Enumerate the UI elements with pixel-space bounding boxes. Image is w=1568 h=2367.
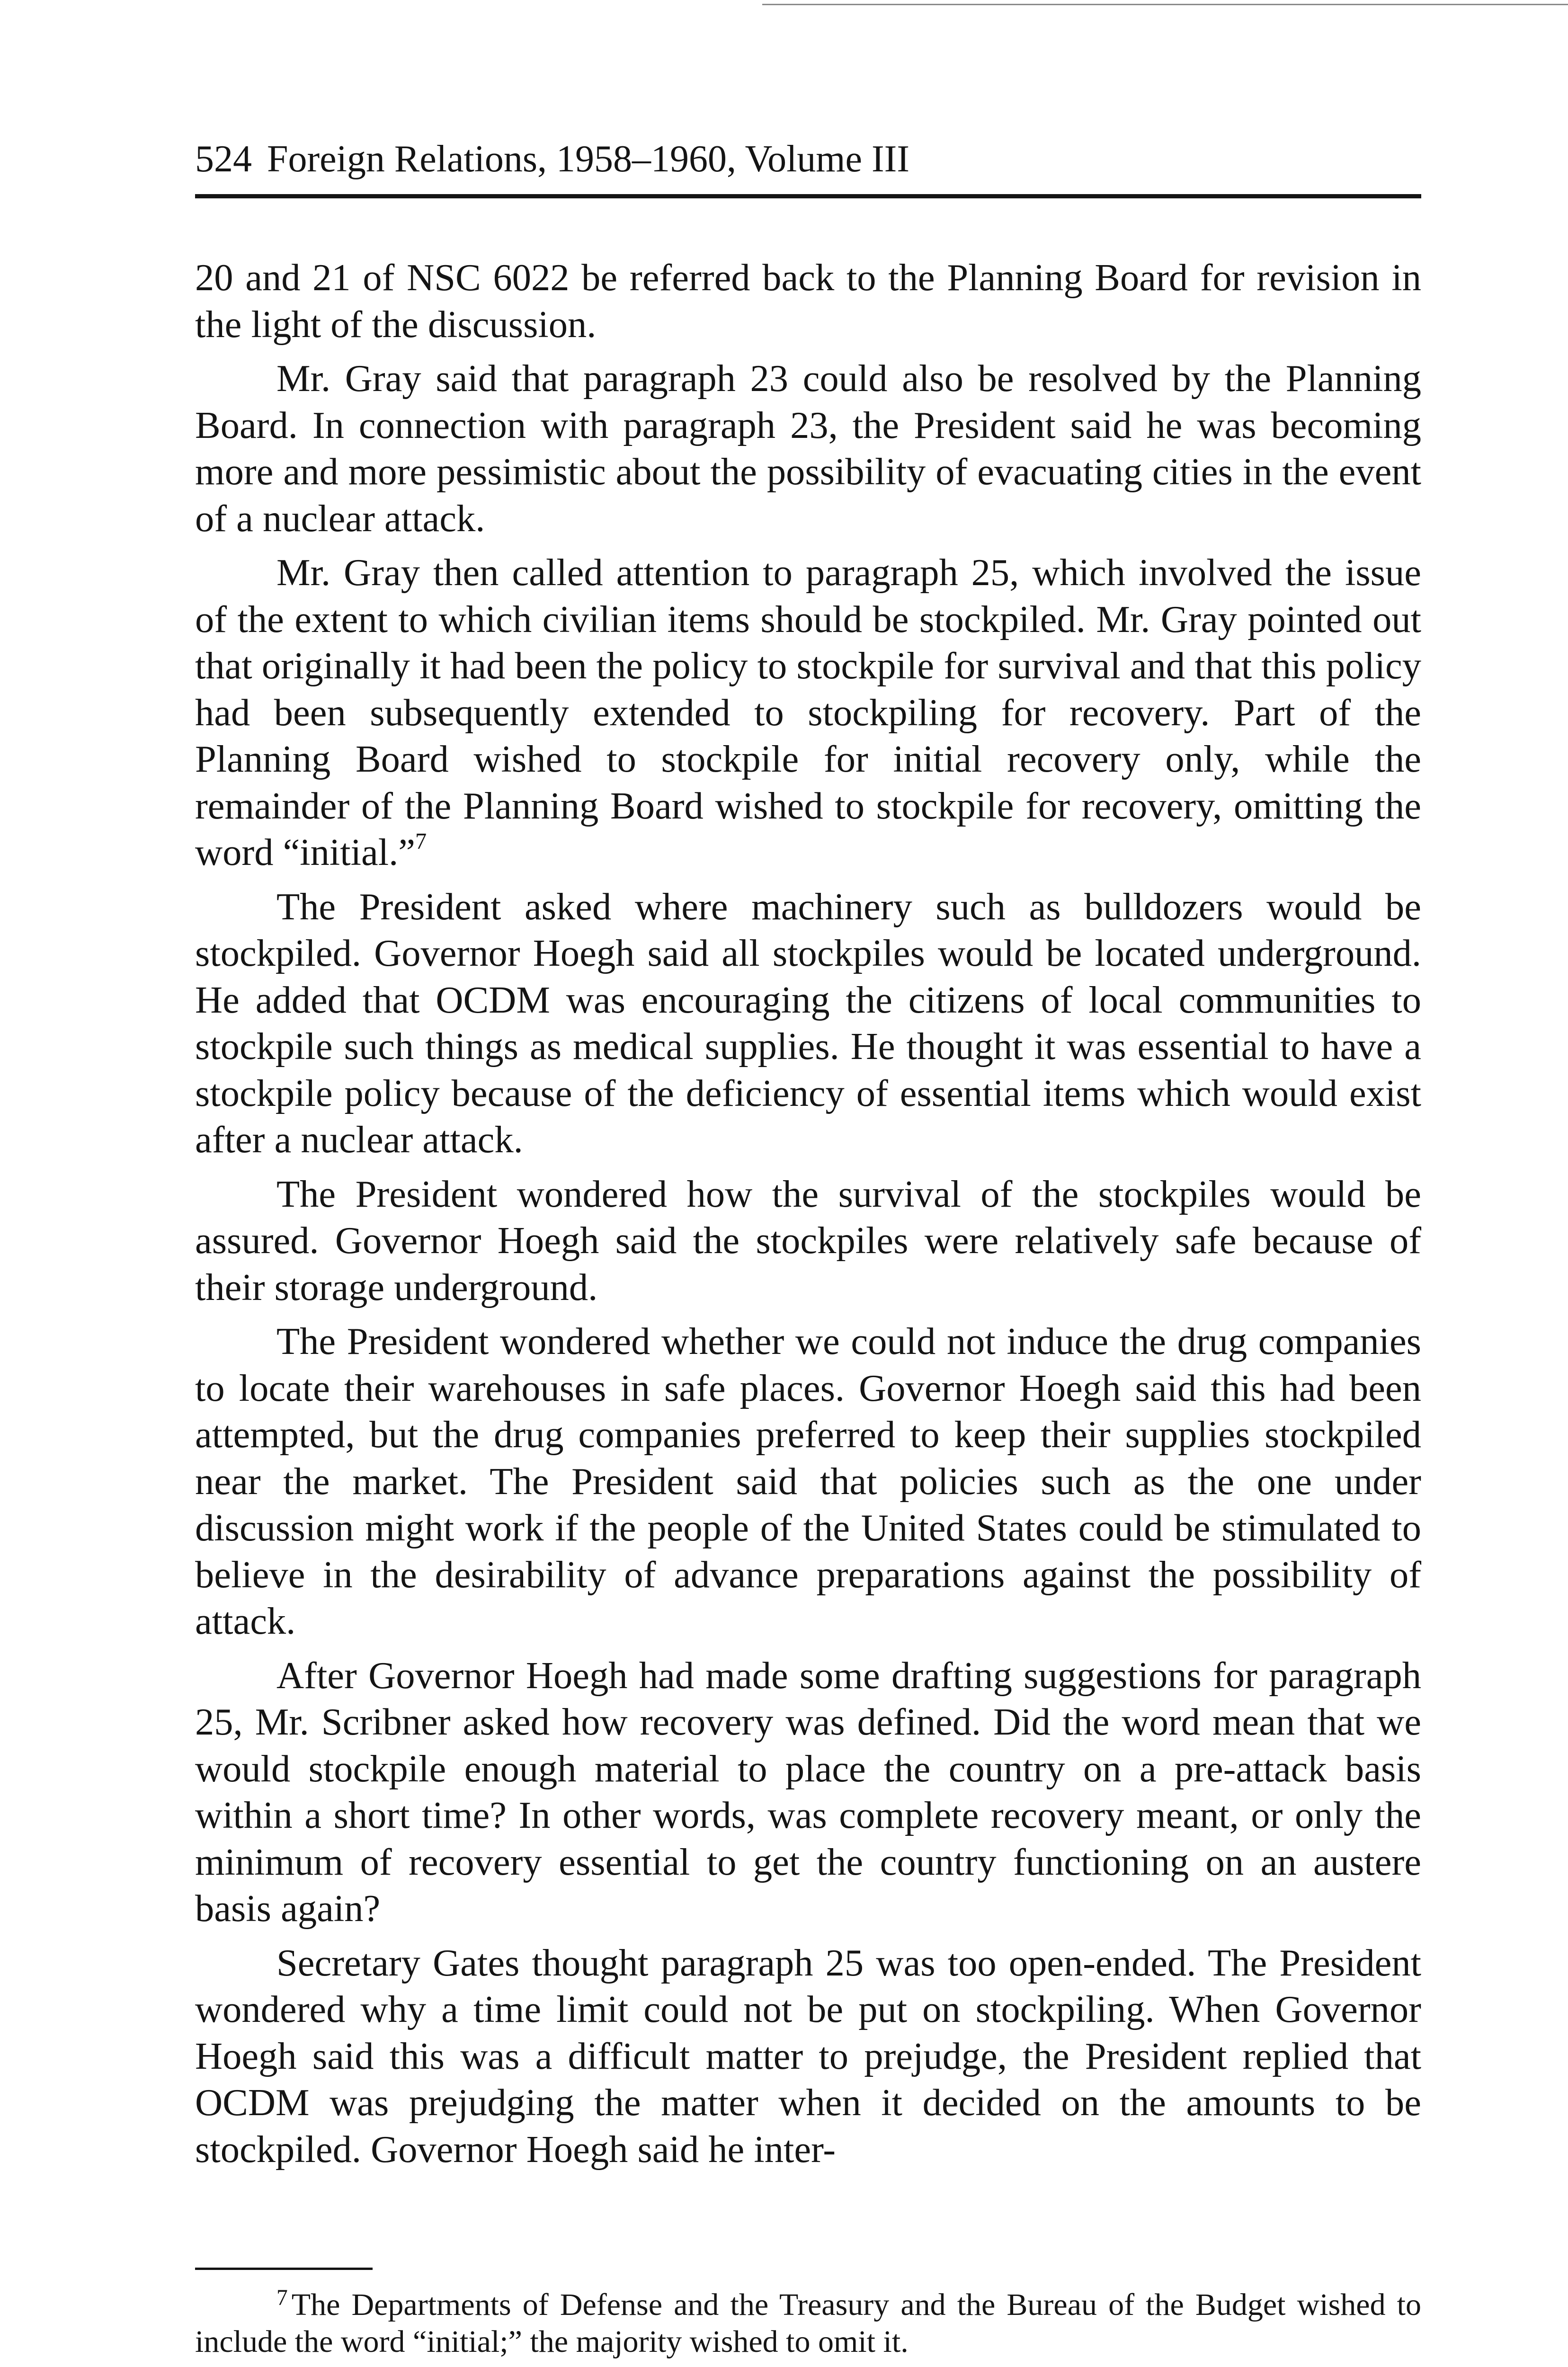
- footnote: [195, 2287, 1421, 2360]
- paragraph: The President wondered how the survival of the stockpiles would be assured. Governor Hoegh said the stockpiles were relatively safe because of their storage underground.: [195, 1173, 1421, 1308]
- paragraph: Secretary Gates thought paragraph 25 was too open-ended. The President wondered why a time limit could not be put on stockpiling. When Governor Hoegh said this was a difficult matter to prejudge, the President replied that OCDM was prejudging the matter when it decided on the amounts to be stockpiled. Governor Hoegh said he inter-: [195, 1941, 1421, 2171]
- footnote-text: The Departments of Defense and the Treasury and the Bureau of the Budget wished to include the word “initial;” the majority wished to omit it.: [195, 2287, 1421, 2359]
- paragraph: Mr. Gray said that paragraph 23 could also be resolved by the Planning Board. In connection with paragraph 23, the President said he was becoming more and more pessimistic about the possibility of evacuating cities in the event of a nuclear attack.: [195, 357, 1421, 540]
- page-number: 524: [195, 138, 252, 180]
- paragraph: 20 and 21 of NSC 6022 be referred back to the Planning Board for revision in the light of the discussion.: [195, 257, 1421, 346]
- paragraph-text: Mr. Gray then called attention to paragraph 25, which involved the issue of the extent to which civilian items should be stockpiled. Mr. Gray pointed out that originally it had been the policy to stockpile for survival and that this policy had been subsequently extended to stockpiling for recovery. Part of the Planning Board wished to stockpile for initial recovery only, while the remainder of the Planning Board wished to stockpile for recovery, omitting the word “initial.”: [195, 552, 1421, 873]
- footnote-rule: [195, 2268, 373, 2270]
- header-rule: [195, 194, 1421, 198]
- scan-top-edge-rule: [762, 4, 1568, 5]
- footnote-paragraph: [195, 2287, 1421, 2360]
- publication-title: Foreign Relations, 1958–1960, Volume III: [267, 138, 909, 180]
- footnote-reference: 7: [415, 829, 427, 854]
- paragraph: [195, 550, 1421, 876]
- paragraph: After Governor Hoegh had made some drafting suggestions for paragraph 25, Mr. Scribner asked how recovery was defined. Did the word mean that we would stockpile enough material to place the country on a pre-attack basis within a short time? In other words, was complete recovery meant, or only the minimum of recovery essential to get the country functioning on an austere basis again?: [195, 1654, 1421, 1930]
- footnote-number: 7: [276, 2285, 288, 2310]
- running-head: [195, 135, 1421, 194]
- body-text: [195, 255, 1421, 2180]
- paragraph: The President asked where machinery such as bulldozers would be stockpiled. Governor Hoegh said all stockpiles would be located underground. He added that OCDM was encouraging the citizens of local communities to stockpile such things as medical supplies. He thought it was essential to have a stockpile policy because of the deficiency of essential items which would exist after a nuclear attack.: [195, 885, 1421, 1161]
- paragraph: The President wondered whether we could not induce the drug companies to locate their warehouses in safe places. Governor Hoegh said this had been attempted, but the drug companies preferred to keep their supplies stockpiled near the market. The President said that policies such as the one under discussion might work if the people of the United States could be stimulated to believe in the desirability of advance preparations against the possibility of attack.: [195, 1320, 1421, 1642]
